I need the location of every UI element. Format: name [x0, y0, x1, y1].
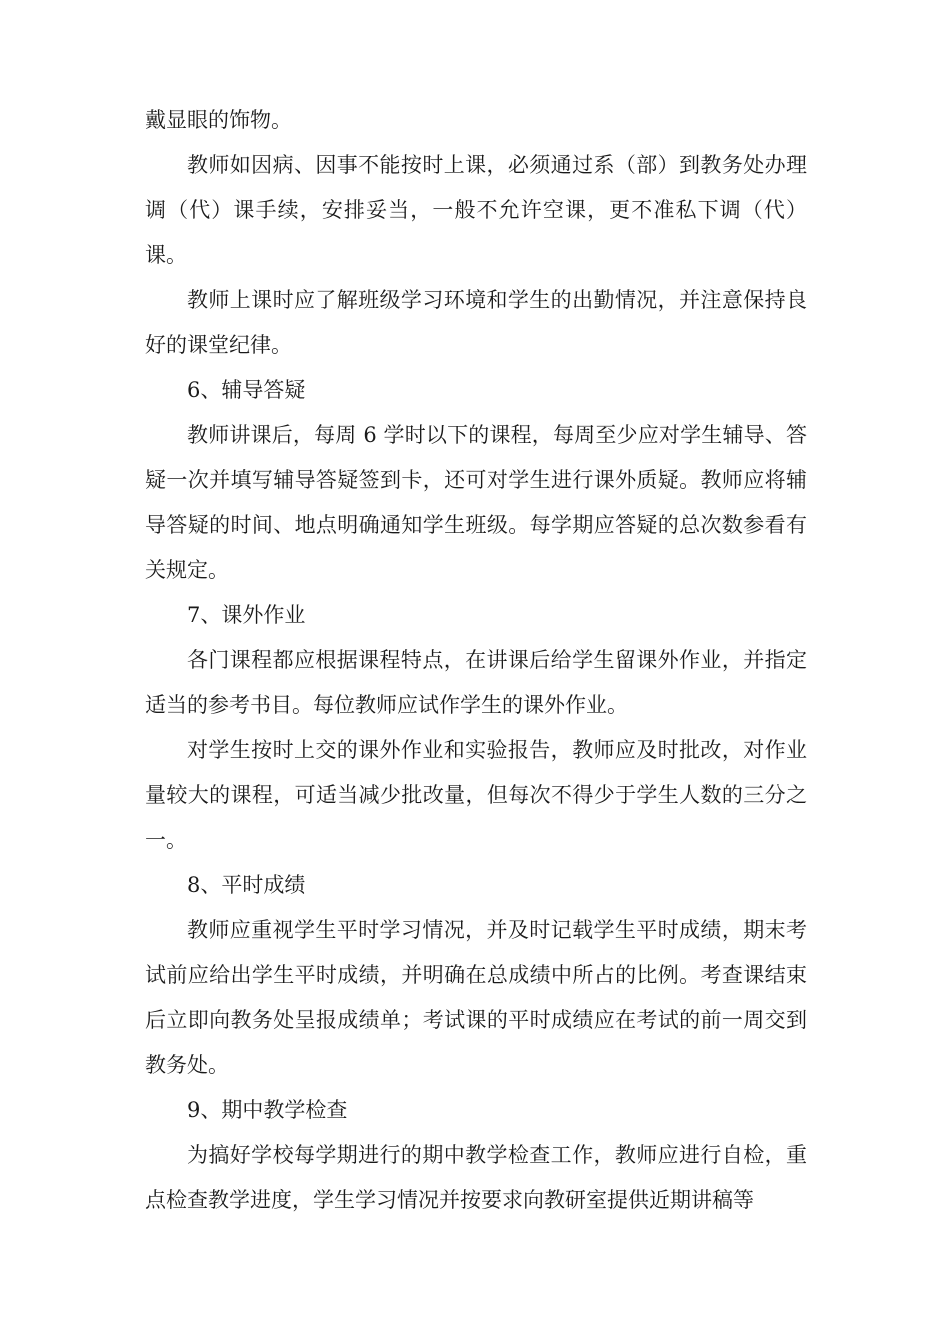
- paragraph-substitute-class: 教师如因病、因事不能按时上课，必须通过系（部）到教务处办理调（代）课手续，安排妥当，一般不允许空课，更不准私下调（代）课。: [145, 153, 807, 267]
- paragraph-homework-grading: 对学生按时上交的课外作业和实验报告，教师应及时批改，对作业量较大的课程，可适当减少批改量，但每次不得少于学生人数的三分之一。: [145, 738, 807, 852]
- paragraph-midterm-inspection: 为搞好学校每学期进行的期中教学检查工作，教师应进行自检，重点检查教学进度，学生学习情况并按要求向教研室提供近期讲稿等: [145, 1143, 807, 1212]
- paragraph-continuation: 戴显眼的饰物。: [145, 108, 292, 132]
- section-heading-regular-grades: 8、平时成绩: [187, 873, 306, 897]
- paragraph-class-discipline: 教师上课时应了解班级学习环境和学生的出勤情况，并注意保持良好的课堂纪律。: [145, 288, 807, 357]
- paragraph-homework-assignment: 各门课程都应根据课程特点，在讲课后给学生留课外作业，并指定适当的参考书目。每位教师应试作学生的课外作业。: [145, 648, 807, 717]
- section-heading-homework: 7、课外作业: [187, 603, 306, 627]
- section-heading-tutoring: 6、辅导答疑: [187, 378, 306, 402]
- section-heading-midterm-inspection: 9、期中教学检查: [187, 1098, 348, 1122]
- paragraph-regular-grades: 教师应重视学生平时学习情况，并及时记载学生平时成绩，期末考试前应给出学生平时成绩，并明确在总成绩中所占的比例。考查课结束后立即向教务处呈报成绩单；考试课的平时成绩应在考试的前一周交到教务处。: [145, 918, 807, 1077]
- document-body: [145, 98, 807, 1223]
- paragraph-tutoring: 教师讲课后，每周 6 学时以下的课程，每周至少应对学生辅导、答疑一次并填写辅导答疑签到卡，还可对学生进行课外质疑。教师应将辅导答疑的时间、地点明确通知学生班级。每学期应答疑的总次数参看有关规定。: [145, 423, 807, 582]
